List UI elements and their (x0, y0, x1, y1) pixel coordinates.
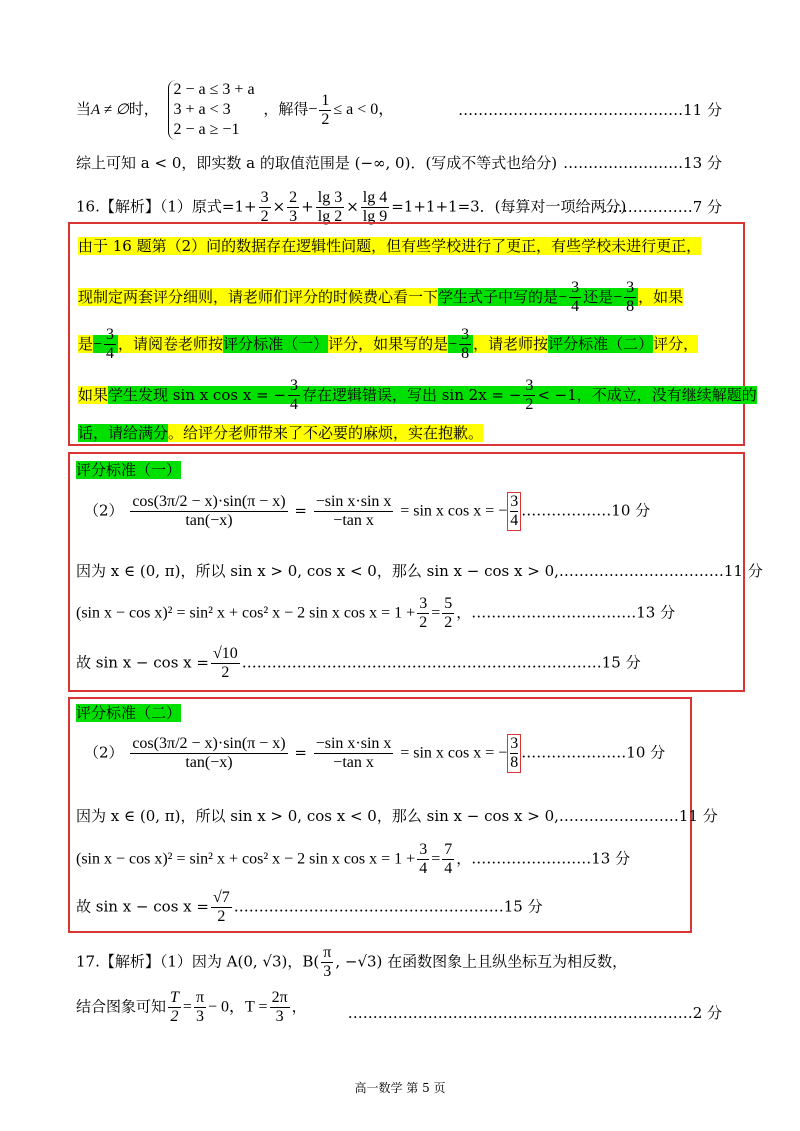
page-footer: 高一数学 第 5 页 (354, 1081, 446, 1095)
highlight: − $\frac{3}{8}$ (448, 335, 473, 353)
text: 还是 (583, 287, 614, 306)
fraction (211, 890, 232, 925)
text: ，如果 (638, 287, 684, 306)
score: ……………………13 分 (563, 154, 722, 172)
score: ………………………………………11 分 (458, 101, 722, 119)
fraction (316, 190, 344, 225)
q17-line1 (76, 945, 724, 980)
num: 3 (260, 189, 269, 206)
num: 7 (444, 841, 453, 858)
text: = (431, 850, 441, 868)
answer-box (507, 734, 521, 773)
den: lg 2 (317, 208, 343, 225)
text: 因为 x ∈ (0, π)，所以 sin x > 0, cos x < 0，那么 sin x − cos x > 0, (76, 807, 559, 825)
q16-part1: 16.【解析】（1）原式=1+ $\frac{3}{2}$ × $\frac{2}{3}$ + $\frac{\lg 3}{\lg 2}$ × $\frac{\lg 4}{\lg 9}$ =1+1+1=3．(每算对一项给两分) (76, 189, 627, 225)
score: ………………7 分 (602, 198, 722, 216)
text: 17.【解析】（1）因为 A(0, √3)，B( (76, 952, 320, 971)
fraction (211, 646, 240, 681)
text: − (308, 101, 318, 118)
text: = (431, 604, 441, 622)
den: 8 (510, 754, 519, 771)
num: 3 (419, 595, 428, 612)
fraction (417, 596, 429, 631)
highlight (108, 377, 757, 413)
fraction (459, 327, 471, 362)
fraction (314, 494, 394, 529)
text: (sin x − cos x)² = sin² x + cos² x − 2 sin x cos x = 1 + (76, 850, 416, 868)
den: 2 (444, 614, 453, 631)
fraction (104, 327, 116, 362)
num: π (195, 989, 205, 1006)
num: 3 (106, 326, 115, 343)
num: √10 (212, 645, 238, 662)
num: 3 (419, 841, 428, 858)
text: （2） (84, 501, 124, 520)
score: ，……………………13 分 (456, 849, 631, 868)
num: lg 3 (317, 189, 343, 206)
score: ，……………………………13 分 (456, 603, 676, 622)
den: 4 (289, 396, 298, 413)
text: 是 (78, 334, 94, 353)
num: 3 (571, 279, 580, 296)
den: 2 (419, 614, 428, 631)
den: −tan x (333, 754, 374, 771)
text: 16.【解析】（1）原式=1+ (76, 197, 257, 216)
score: ………………………………………………………………15 分 (241, 653, 641, 672)
text: 。给评分老师带来了不必要的麻烦，实在抱歉。 (168, 424, 484, 442)
sys-line: 2 − a ≥ −1 (173, 121, 240, 138)
text: 由于 16 题第（2）问的数据存在逻辑性问题，但有些学校进行了更正，有些学校未进行更正， (78, 237, 702, 255)
std2-row1: （2） $\frac{\cos(3\pi/2 - x)\cdot\sin(\pi - x)}{\tan(-x)}$ = $\frac{\text{−sin x·sin x}}{\text{−tan x}}$ = sin x cos x = − $\frac{3}{8}$ …………………10 分 (84, 735, 666, 771)
text: = sin x cos x = − (400, 744, 508, 762)
fraction (417, 842, 429, 877)
text: − 0，T = (208, 998, 268, 1016)
num: 2π (271, 989, 288, 1006)
den: 3 (323, 963, 332, 980)
den: 3 (275, 1008, 284, 1025)
den: −tan x (333, 512, 374, 529)
fraction (361, 190, 389, 225)
highlight: 评分标准（二） (548, 334, 654, 353)
notice-line-1 (78, 235, 724, 256)
condition: A ≠ ∅ (91, 102, 129, 118)
num: lg 4 (362, 189, 388, 206)
highlight: 话，请给满分 (78, 424, 169, 442)
num: T (170, 989, 179, 1006)
text: 故 sin x − cos x = (76, 653, 209, 672)
den: 8 (626, 298, 635, 315)
highlight: 学生式子中写的是− $\frac{3}{4}$ 还是− $\frac{3}{8}$ (438, 288, 638, 306)
num: π (323, 944, 332, 961)
text: ，请阅卷老师按 (118, 334, 224, 353)
text: 结合图象可知 (76, 997, 167, 1016)
fraction (259, 190, 271, 225)
den: 2 (170, 1008, 179, 1025)
notice-line-2 (78, 280, 724, 315)
den: 4 (106, 345, 115, 362)
notice-line-3 (78, 327, 724, 362)
highlight: 评分标准（一） (223, 334, 329, 353)
fraction (168, 990, 181, 1025)
den: tan(−x) (185, 512, 233, 529)
text: 现制定两套评分细则，请老师们评分的时候费心看一下 (78, 287, 439, 306)
std1-row3 (76, 596, 724, 631)
text: 评分，如果写的是 (328, 334, 449, 353)
fraction (314, 736, 394, 771)
fraction (442, 842, 454, 877)
den: 2 (321, 110, 330, 128)
den: tan(−x) (185, 754, 233, 771)
std2-row4 (76, 890, 724, 925)
num: 3 (461, 326, 470, 343)
fraction (523, 378, 535, 413)
conclusion: 综上可知 a < 0，即实数 a 的取值范围是 (−∞, 0)．(写成不等式也给分) (76, 154, 558, 172)
text: （2） (84, 743, 124, 762)
fraction (442, 596, 454, 631)
inequality-system (168, 80, 255, 140)
answer-box (507, 492, 521, 531)
den: 3 (289, 208, 298, 225)
text: , −√3) 在函数图象上且纵坐标互为相反数， (335, 952, 628, 971)
text: = sin x cos x = − (400, 502, 508, 520)
notice-line-5 (78, 422, 724, 443)
std1-row2 (76, 560, 763, 581)
den: 2 (260, 208, 269, 225)
num: 3 (510, 493, 519, 510)
fraction (321, 945, 333, 980)
text: 当 (76, 100, 92, 118)
den: 3 (195, 1008, 204, 1025)
num: 1 (321, 91, 330, 109)
fraction (569, 280, 581, 315)
den: 2 (525, 396, 534, 413)
score: …………………10 分 (521, 743, 666, 762)
fraction (319, 93, 331, 128)
num: −sin x·sin x (315, 735, 392, 752)
fraction (130, 736, 287, 771)
text: (sin x − cos x)² = sin² x + cos² x − 2 sin x cos x = 1 + (76, 604, 416, 622)
den: 4 (444, 860, 453, 877)
den: 4 (571, 298, 580, 315)
num: 5 (444, 595, 453, 612)
text: 如果 (78, 385, 109, 404)
text: 故 sin x − cos x = (76, 897, 209, 916)
text: ≤ a < 0， (333, 101, 395, 118)
text: < −1，不成立，没有继续解题的 (537, 385, 757, 404)
text: 评分， (653, 334, 699, 353)
num: cos(3π/2 − x)·sin(π − x) (132, 735, 286, 752)
std1-row4 (76, 646, 724, 681)
score: ……………………………11 分 (558, 562, 763, 580)
score: ……………………11 分 (558, 807, 718, 825)
num: 3 (510, 735, 519, 752)
num: 3 (525, 377, 534, 394)
text: =1+1+1=3．(每算对一项给两分) (391, 197, 627, 216)
text: 学生发现 sin x cos x = − (108, 385, 286, 404)
num: 3 (626, 279, 635, 296)
standard-1-title (76, 459, 724, 480)
std1-row1: （2） $\frac{\cos(3\pi/2 - x)\cdot\sin(\pi - x)}{\tan(-x)}$ = $\frac{\text{−sin x·sin x}}{\text{−tan x}}$ = sin x cos x = − $\frac{3}{4}$ ………………10 分 (84, 493, 651, 529)
num: −sin x·sin x (315, 493, 392, 510)
text: ， (291, 997, 307, 1016)
title: 评分标准（二） (76, 704, 182, 722)
fraction (130, 494, 287, 529)
num: 2 (289, 189, 298, 206)
text: 存在逻辑错误，写出 sin 2x = − (301, 385, 522, 404)
text: ，解得 (263, 100, 309, 118)
text: 因为 x ∈ (0, π)，所以 sin x > 0, cos x < 0，那么 sin x − cos x > 0, (76, 562, 559, 580)
num: √7 (212, 889, 230, 906)
text: 时， (128, 100, 159, 118)
num: 3 (289, 377, 298, 394)
den: lg 9 (362, 208, 388, 225)
den: 8 (461, 345, 470, 362)
sys-line: 3 + a < 3 (173, 101, 231, 118)
den: 2 (217, 908, 226, 925)
highlight: − $\frac{3}{4}$ (93, 335, 118, 353)
text: = (182, 998, 192, 1016)
den: 4 (419, 860, 428, 877)
title: 评分标准（一） (76, 461, 182, 479)
score: ………………………………………………15 分 (233, 897, 543, 916)
score: ……………………………………………………………2 分 (347, 1004, 722, 1022)
fraction (287, 190, 299, 225)
fraction (270, 990, 290, 1025)
standard-2-title (76, 702, 724, 723)
fraction (288, 378, 300, 413)
sys-line: 2 − a ≤ 3 + a (173, 81, 255, 98)
den: 2 (221, 664, 230, 681)
num: cos(3π/2 − x)·sin(π − x) (132, 493, 286, 510)
std2-row2 (76, 805, 724, 826)
std2-row3 (76, 842, 724, 877)
text: 学生式子中写的是 (438, 287, 559, 306)
den: 4 (510, 512, 519, 529)
notice-line-4 (78, 377, 757, 413)
score: ………………10 分 (521, 501, 651, 520)
fraction (194, 990, 206, 1025)
fraction (624, 280, 636, 315)
text: ，请老师按 (473, 334, 549, 353)
